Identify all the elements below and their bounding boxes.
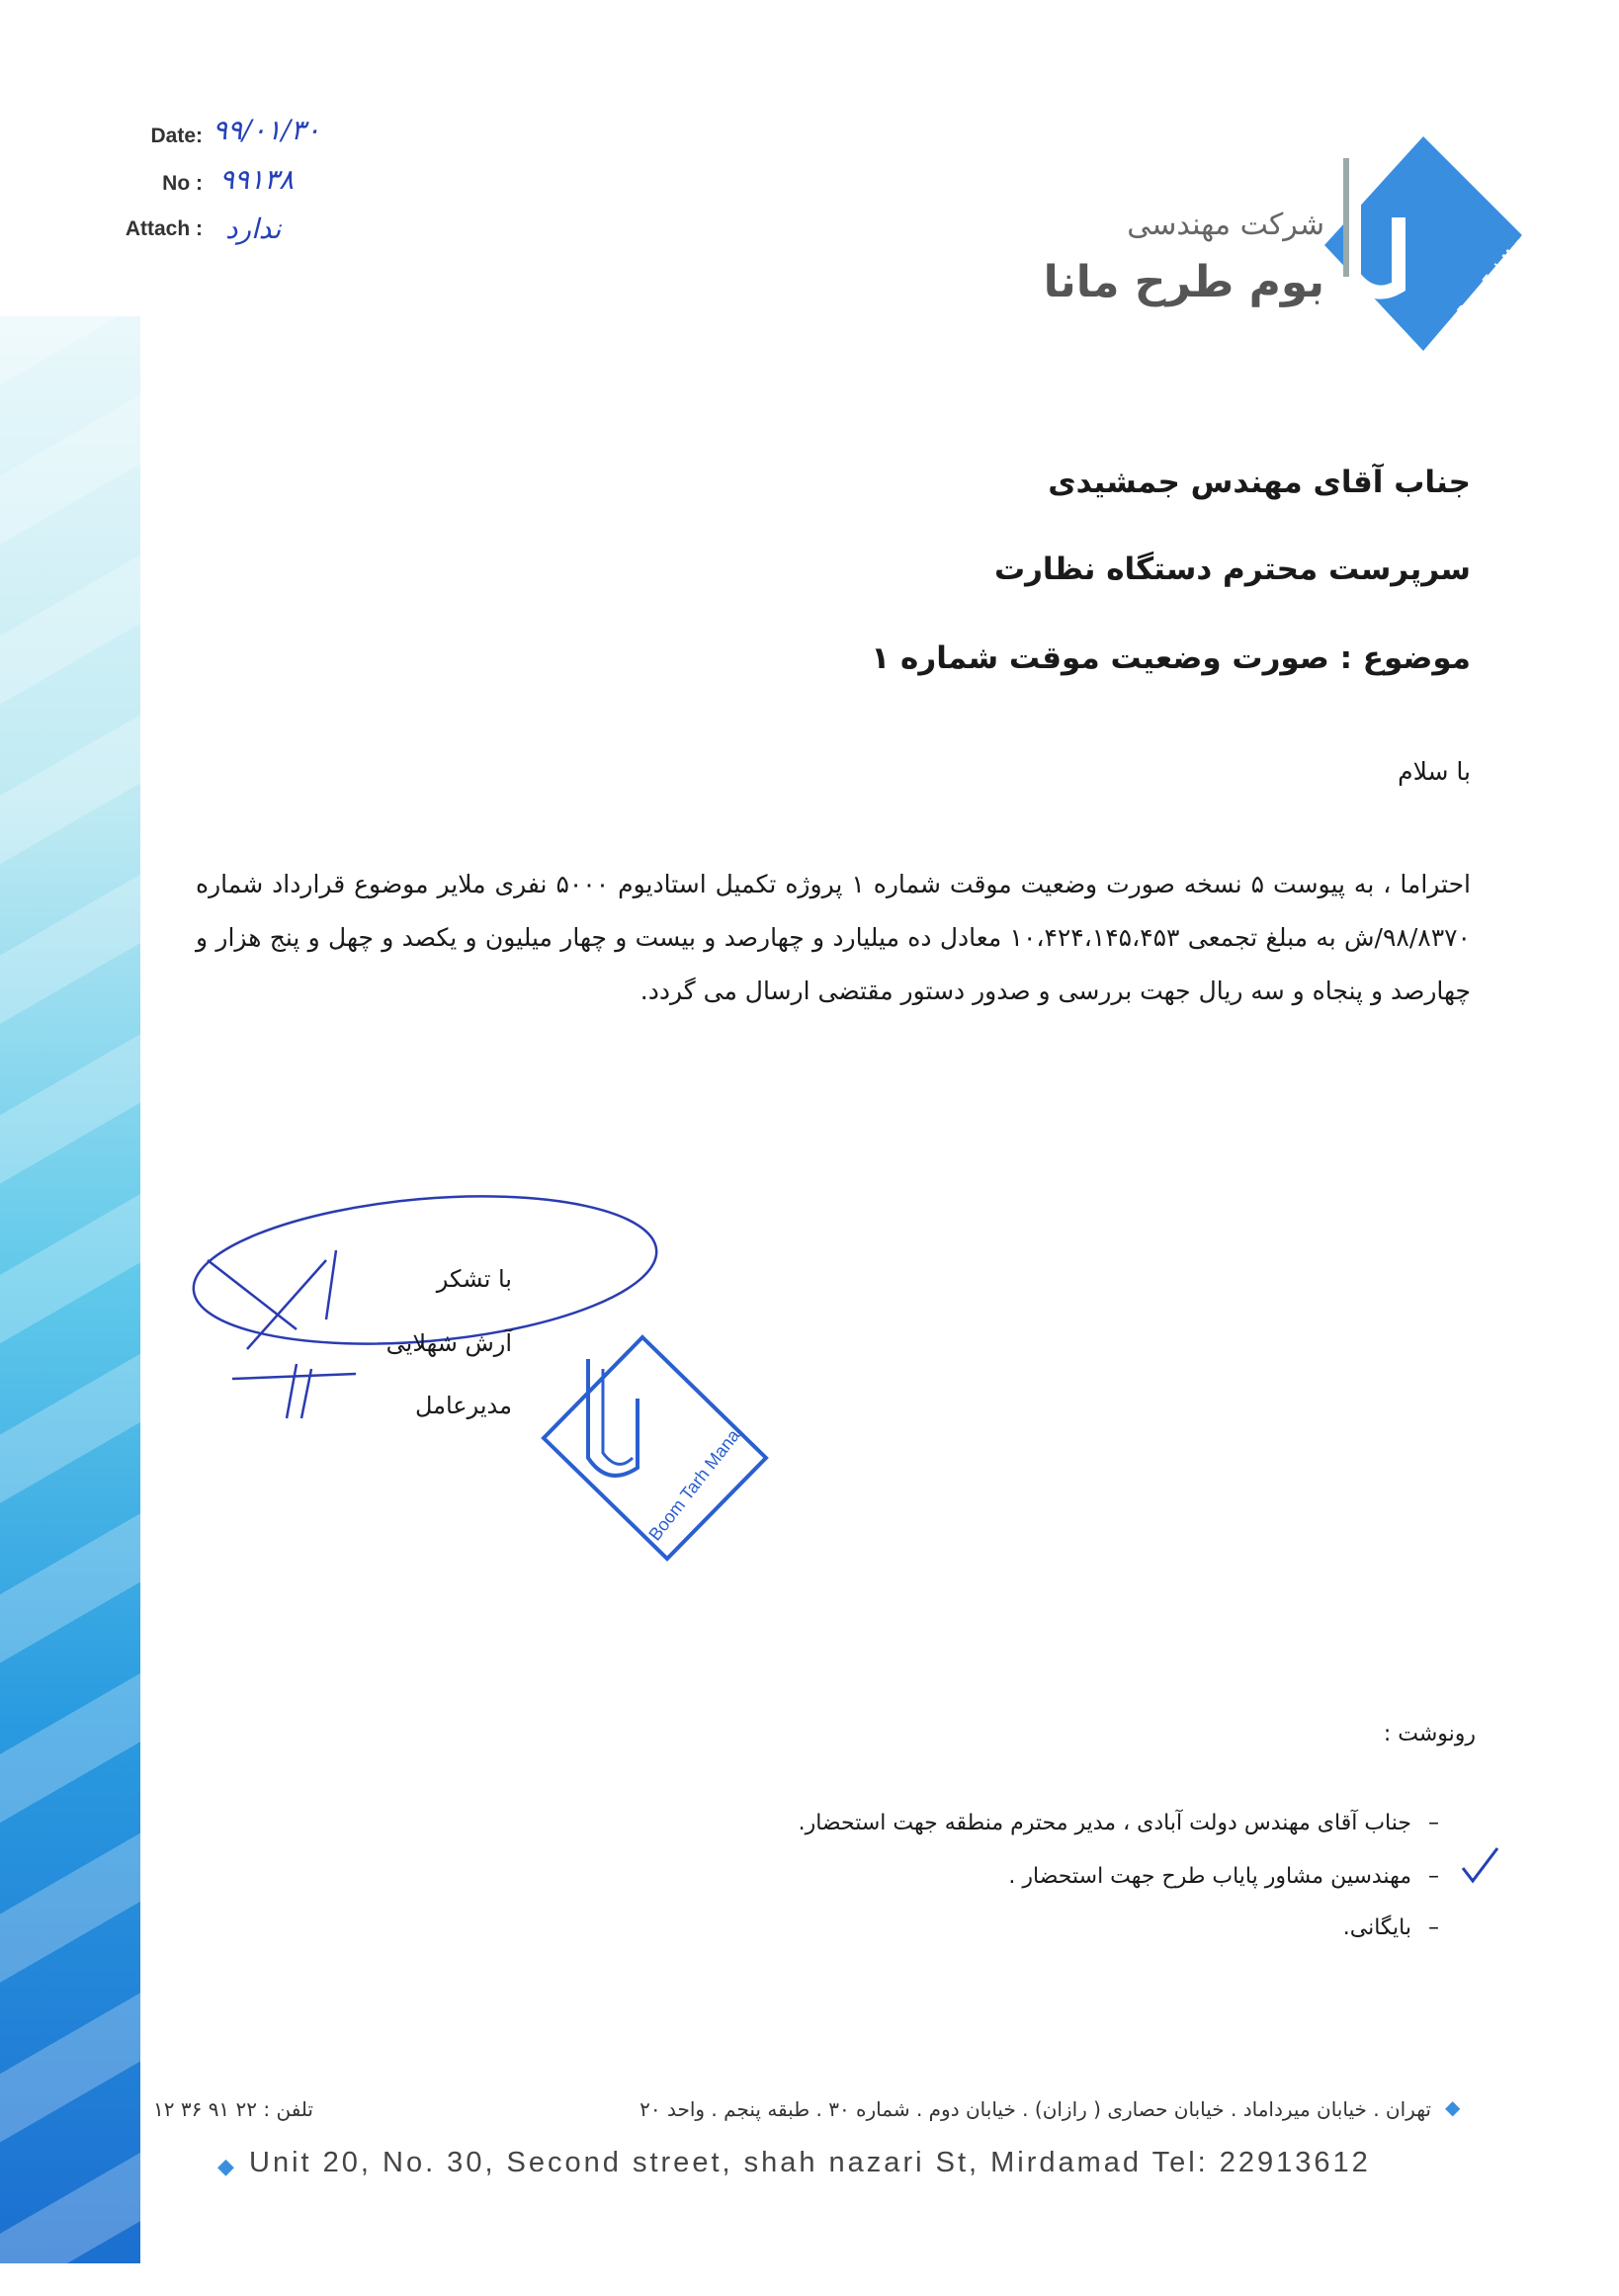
checkmark-icon bbox=[1458, 1843, 1502, 1888]
cc-dash: – bbox=[1428, 1864, 1439, 1889]
footer-address-en: Unit 20, No. 30, Second street, shah nazari St, Mirdamad Tel: 22913612 bbox=[249, 2147, 1371, 2178]
decorative-stripe-pattern bbox=[0, 316, 140, 2263]
footer-phone-fa: تلفن : ۲۲ ۹۱ ۳۶ ۱۲ bbox=[153, 2097, 313, 2121]
signer-role: مدیرعامل bbox=[414, 1392, 512, 1419]
signature-thanks: با تشکر bbox=[436, 1265, 512, 1293]
signer-name: آرش شهلایی bbox=[385, 1329, 512, 1357]
cc-item: جناب آقای مهندس دولت آبادی ، مدیر محترم منطقه جهت استحضار. bbox=[798, 1811, 1411, 1835]
number-label: No : bbox=[162, 172, 203, 195]
company-stamp bbox=[539, 1329, 776, 1567]
cc-dash: – bbox=[1428, 1811, 1439, 1835]
number-value: ۹۹۱۳۸ bbox=[219, 163, 295, 196]
attach-value: ندارد bbox=[225, 213, 282, 245]
cc-item: بایگانی. bbox=[1342, 1915, 1411, 1940]
stamp-text: Boom Tarh Mana bbox=[644, 1425, 744, 1545]
subject-line: موضوع : صورت وضعیت موقت شماره ۱ bbox=[871, 640, 1471, 676]
cc-dash: – bbox=[1428, 1915, 1439, 1940]
diamond-bullet-icon: ◆ bbox=[217, 2155, 234, 2179]
cc-label: رونوشت : bbox=[1383, 1722, 1476, 1746]
date-label: Date: bbox=[150, 125, 203, 147]
diamond-bullet-icon: ◆ bbox=[1445, 2095, 1461, 2119]
letter-body: احتراما ، به پیوست ۵ نسخه صورت وضعیت موقت شماره ۱ پروژه تکمیل استادیوم ۵۰۰۰ نفری ملایر موضوع قرارداد شماره ۹۸/۸۳۷۰/ش به مبلغ تجمعی ۱۰،۴۲۴،۱۴۵،۴۵۳ معادل ده میلیارد و چهارصد و بیست و چهار میلیون و یکصد و چهل و پنج هزار و چهارصد و پنجاه و سه ریال جهت بررسی و صدور دستور مقتضی ارسال می گردد. bbox=[196, 870, 1472, 1005]
recipient-title: سرپرست محترم دستگاه نظارت bbox=[993, 552, 1471, 587]
logo-emblem-text: Boom Tarh Mana bbox=[1453, 229, 1532, 318]
company-logo bbox=[1043, 128, 1532, 356]
logo-company-line1: شرکت مهندسی bbox=[1127, 208, 1324, 242]
date-value: ۹۹/۰۱/۳۰ bbox=[213, 114, 321, 146]
recipient-name: جناب آقای مهندس جمشیدی bbox=[1048, 465, 1471, 500]
attach-label: Attach : bbox=[125, 217, 203, 240]
footer-address-fa: تهران . خیابان میرداماد . خیابان حصاری ( رازان) . خیابان دوم . شماره ۳۰ . طبقه پنجم . واحد ۲۰ bbox=[639, 2097, 1431, 2121]
greeting: با سلام bbox=[1398, 757, 1471, 786]
logo-company-line2: بوم طرح مانا bbox=[1043, 257, 1324, 307]
cc-item: مهندسین مشاور پایاب طرح جهت استحضار . bbox=[1008, 1864, 1411, 1889]
